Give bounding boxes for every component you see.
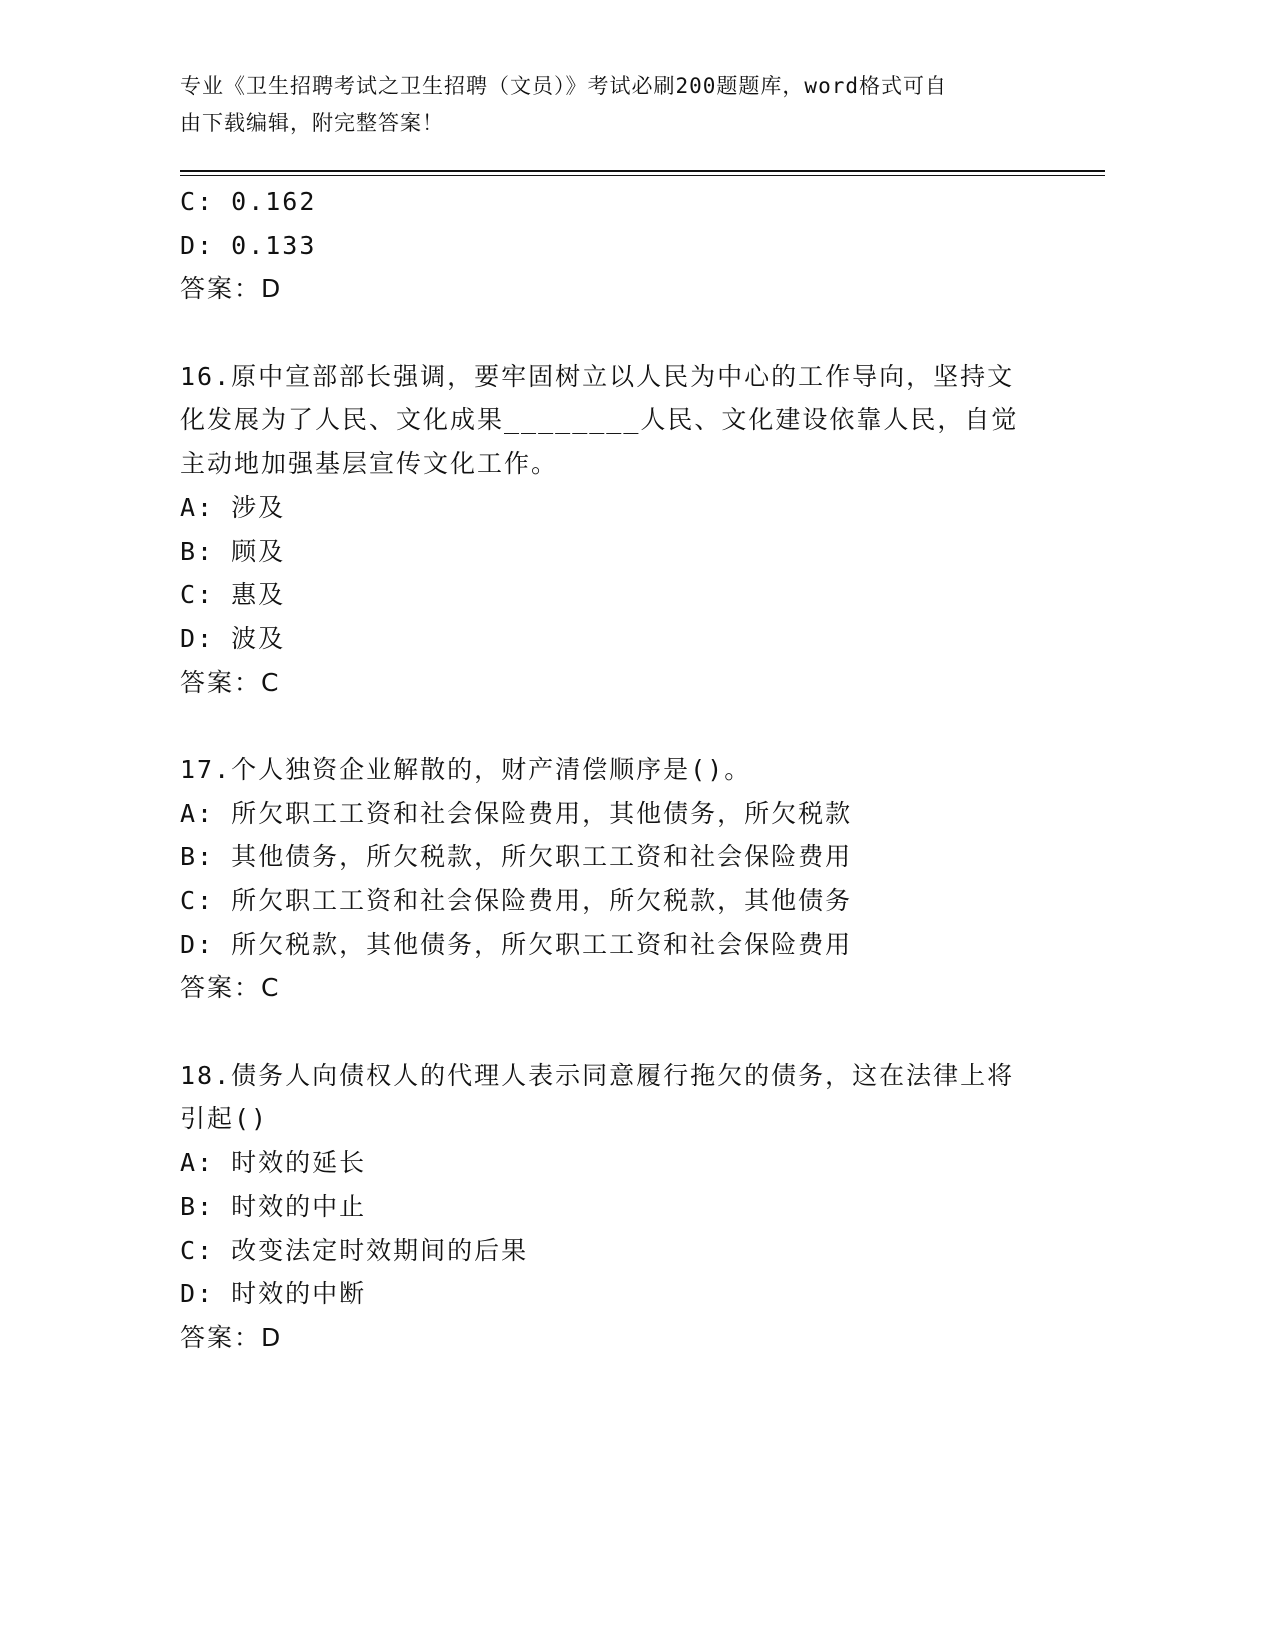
answer-line: 答案：C — [180, 973, 281, 1003]
document-body — [180, 180, 1060, 1360]
question-block-16 — [180, 355, 1060, 705]
question-block-17 — [180, 748, 1060, 1010]
header-divider-thin — [180, 175, 1105, 176]
header-line-2: 由下载编辑，附完整答案！ — [180, 111, 444, 135]
question-stem-line: 17.个人独资企业解散的，财产清偿顺序是()。 — [180, 754, 752, 784]
question-block-18 — [180, 1054, 1060, 1360]
option-d: D: 时效的中断 — [180, 1279, 367, 1309]
option-b: B: 时效的中止 — [180, 1191, 367, 1221]
question-stem-line: 主动地加强基层宣传文化工作。 — [180, 449, 559, 479]
option-a: A: 所欠职工工资和社会保险费用，其他债务，所欠税款 — [180, 798, 853, 828]
header-divider-thick — [180, 170, 1105, 172]
question-stem-line: 16.原中宣部部长强调，要牢固树立以人民为中心的工作导向，坚持文 — [180, 361, 1015, 391]
spacer — [180, 311, 1060, 355]
question-stem-line: 18.债务人向债权人的代理人表示同意履行拖欠的债务，这在法律上将 — [180, 1060, 1015, 1090]
answer-line: 答案：D — [180, 1322, 283, 1352]
answer-line: 答案：D — [180, 274, 283, 304]
question-block-15 — [180, 180, 1060, 311]
option-c: C: 所欠职工工资和社会保险费用，所欠税款，其他债务 — [180, 886, 853, 915]
option-b: B: 顾及 — [180, 536, 286, 566]
answer-line: 答案：C — [180, 667, 281, 697]
option-c: C: 改变法定时效期间的后果 — [180, 1235, 529, 1265]
option-c: C: 惠及 — [180, 580, 286, 610]
spacer — [180, 1010, 1060, 1054]
document-header — [180, 68, 1060, 142]
option-d: D: 波及 — [180, 623, 286, 653]
option-d: D: 所欠税款，其他债务，所欠职工工资和社会保险费用 — [180, 929, 853, 959]
option-a: A: 涉及 — [180, 492, 286, 522]
question-stem-line: 引起() — [180, 1104, 269, 1134]
option-b: B: 其他债务，所欠税款，所欠职工工资和社会保险费用 — [180, 842, 853, 872]
option-d: D: 0.133 — [180, 230, 317, 260]
header-line-1: 专业《卫生招聘考试之卫生招聘（文员）》考试必刷200题题库，word格式可自 — [180, 74, 947, 98]
option-c: C: 0.162 — [180, 187, 317, 216]
spacer — [180, 704, 1060, 748]
question-stem-line: 化发展为了人民、文化成果________人民、文化建设依靠人民，自觉 — [180, 405, 1019, 435]
option-a: A: 时效的延长 — [180, 1148, 367, 1178]
